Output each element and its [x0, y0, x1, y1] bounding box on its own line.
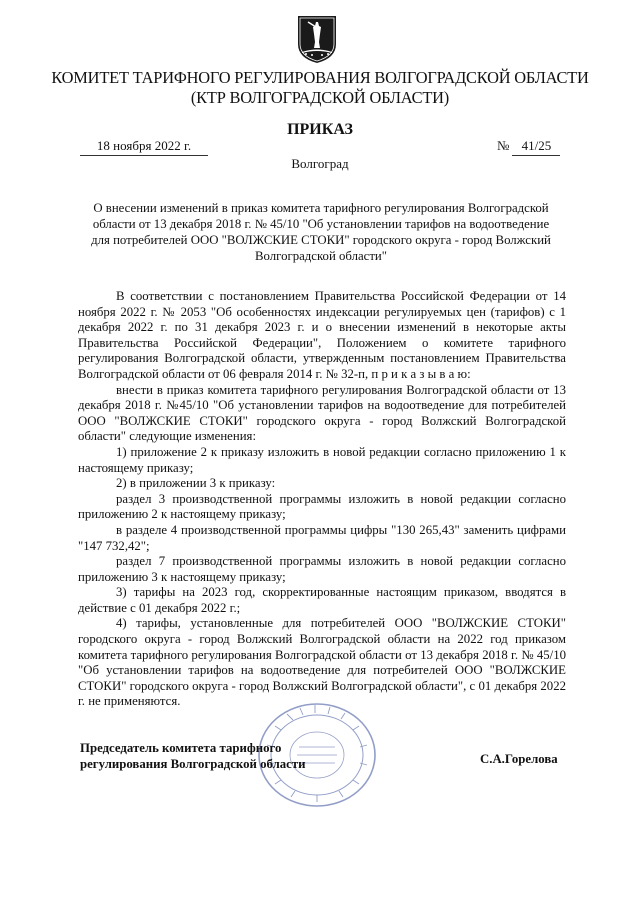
body-paragraph-item-2: 2) в приложении 3 к приказу: [116, 476, 276, 491]
order-body [78, 289, 566, 710]
order-date: 18 ноября 2022 г. [80, 138, 208, 156]
order-subject: О внесении изменений в приказ комитета тарифного регулирования Волгоградской области от 13 декабря 2018 г. № 45/10 "Об установлении тарифов на водоотведение для потребителей ООО "ВОЛЖСКИЕ СТОКИ" городского округа - город Волжский Волгоградской области" [91, 201, 551, 263]
body-paragraph-section-7: раздел 7 производственной программы изложить в новой редакции согласно приложению 3 к настоящему приказу; [78, 554, 566, 584]
organization-name: КОМИТЕТ ТАРИФНОГО РЕГУЛИРОВАНИЯ ВОЛГОГРАДСКОЙ ОБЛАСТИ [51, 68, 589, 87]
signatory-position [80, 740, 310, 772]
number-sign: № [497, 138, 510, 153]
body-paragraph-item-4: 4) тарифы, установленные для потребителей ООО "ВОЛЖСКИЕ СТОКИ" городского округа - город Волжский Волгоградской области на 2022 год приказом комитета тарифного регулирования Волгоградской области от 13 декабря 2018 г. № 45/10 "Об установлении тарифов на водоотведение для потребителей ООО "ВОЛЖСКИЕ СТОКИ" городского округа - город Волжский Волгоградской области", с 01 декабря 2022 г. не применяются. [78, 616, 566, 709]
signatory-position-line-1: Председатель комитета тарифного [80, 741, 282, 755]
body-paragraph-item-3: 3) тарифы на 2023 год, скорректированные настоящим приказом, вводятся в действие с 01 декабря 2022 г.; [78, 585, 566, 615]
body-paragraph-section-3: раздел 3 производственной программы изложить в новой редакции согласно приложению 2 к настоящему приказу; [78, 491, 566, 522]
order-number: 41/25 [512, 138, 560, 156]
document-title: ПРИКАЗ [287, 121, 353, 138]
organization-short-name: (КТР ВОЛГОГРАДСКОЙ ОБЛАСТИ) [190, 88, 450, 107]
body-paragraph-directive: внести в приказ комитета тарифного регулирования Волгоградской области от 13 декабря 2018 г. №45/10 "Об установлении тарифов на водоотведение для потребителей ООО "ВОЛЖСКИЕ СТОКИ" городского округа - город Волжский Волгоградской области" следующие изменения: [78, 382, 566, 444]
order-number-block [497, 138, 560, 156]
coat-of-arms-icon [296, 14, 338, 64]
body-paragraph-item-1: 1) приложение 2 к приказу изложить в новой редакции согласно приложению 1 к настоящему приказу; [78, 444, 566, 475]
signatory-name: С.А.Горелова [480, 752, 558, 766]
signatory-position-line-2: регулирования Волгоградской области [80, 757, 306, 771]
body-paragraph-preamble: В соответствии с постановлением Правительства Российской Федерации от 14 ноября 2022 г. № 2053 "Об особенностях индексации регулируемых цен (тарифов) с 1 декабря 2022 г. по 31 декабря 2023 г. и о внесении изменений в некоторые акты Правительства Российской Федерации", Положением о комитете тарифного регулирования Волгоградской области, утвержденным постановлением Правительства Волгоградской области от 06 февраля 2014 г. № 32-п, п р и к а з ы в а ю: [78, 289, 566, 381]
order-city: Волгоград [291, 156, 349, 171]
body-paragraph-section-4: в разделе 4 производственной программы цифры "130 265,43" заменить цифрами "147 732,42"; [78, 522, 566, 553]
